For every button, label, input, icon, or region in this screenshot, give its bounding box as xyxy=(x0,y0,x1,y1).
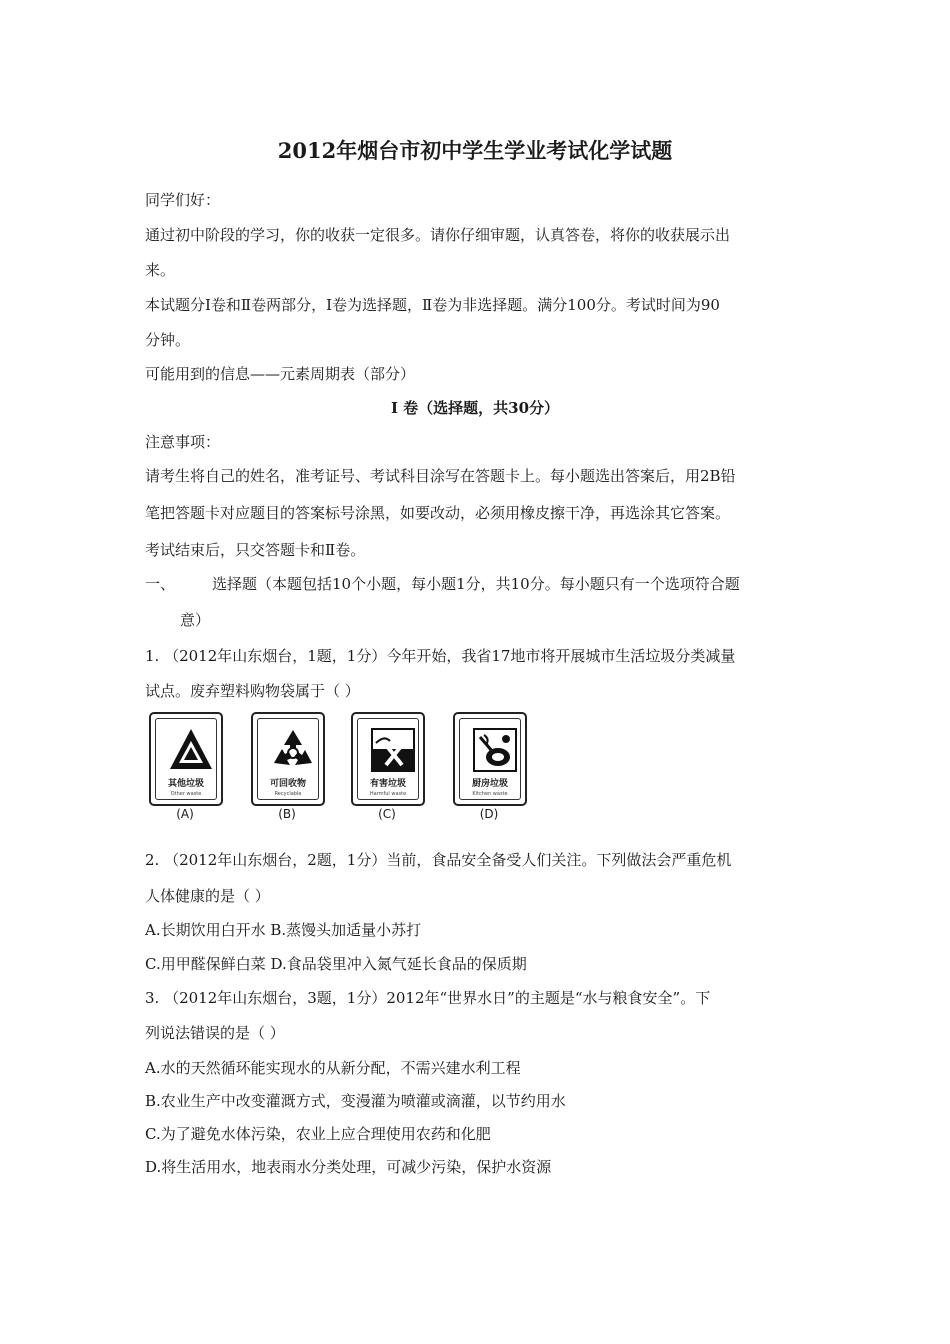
part-one-text-line2: 意） xyxy=(180,611,211,629)
notice-line1: 请考生将自己的姓名，准考证号、考试科目涂写在答题卡上。每小题选出答案后，用2B铅 xyxy=(145,467,736,485)
bin-name: 厨房垃圾 xyxy=(471,779,508,789)
question-2-options-line2: C.用甲醛保鲜白菜 D.食品袋里冲入氮气延长食品的保质期 xyxy=(145,955,527,973)
intro-paragraph-line2: 来。 xyxy=(145,261,176,279)
question-3-option-a: A.水的天然循环能实现水的从新分配，不需兴建水利工程 xyxy=(145,1059,521,1077)
question-3-line1: 3. （2012年山东烟台，3题，1分）2012年“世界水日”的主题是“水与粮食安全”。下 xyxy=(145,989,711,1007)
bin-option-label: (D) xyxy=(479,807,499,821)
question-3-option-d: D.将生活用水，地表雨水分类处理，可减少污染，保护水资源 xyxy=(145,1158,552,1176)
bin-name: 有害垃圾 xyxy=(369,779,406,789)
exam-info-line1: 本试题分Ⅰ卷和Ⅱ卷两部分，Ⅰ卷为选择题，Ⅱ卷为非选择题。满分100分。考试时间为90 xyxy=(145,296,720,314)
kitchen-waste-icon xyxy=(470,725,520,775)
bin-harmful-waste xyxy=(349,710,425,828)
notice-heading: 注意事项： xyxy=(145,433,221,451)
part-one-number: 一、 xyxy=(145,575,176,593)
bin-other-waste xyxy=(147,710,223,828)
page-title: 2012年烟台市初中学生学业考试化学试题 xyxy=(277,138,673,163)
bin-name: 可回收物 xyxy=(269,779,306,789)
part-one-text-line1: 选择题（本题包括10个小题，每小题1分，共10分。每小题只有一个选项符合题 xyxy=(212,575,740,593)
bin-english-name: Other waste xyxy=(170,791,202,797)
bin-option-label: (C) xyxy=(378,807,396,821)
question-3-line2: 列说法错误的是（ ） xyxy=(145,1024,285,1042)
question-3-option-b: B.农业生产中改变灌溉方式，变漫灌为喷灌或滴灌，以节约用水 xyxy=(145,1092,566,1110)
section-title: Ⅰ 卷（选择题，共30分） xyxy=(390,399,560,417)
question-1-line2: 试点。废弃塑料购物袋属于（ ） xyxy=(145,682,360,700)
periodic-table-note: 可能用到的信息——元素周期表（部分） xyxy=(145,365,416,383)
bin-option-label: (B) xyxy=(278,807,296,821)
bin-english-name: Harmful waste xyxy=(369,791,407,797)
bin-option-label: (A) xyxy=(176,807,194,821)
notice-line3: 考试结束后，只交答题卡和Ⅱ卷。 xyxy=(145,541,366,559)
question-1-line1: 1. （2012年山东烟台，1题，1分）今年开始，我省17地市将开展城市生活垃圾分类减量 xyxy=(145,647,736,665)
other-waste-icon xyxy=(166,725,216,775)
waste-bin-figure xyxy=(145,710,545,828)
question-3-option-c: C.为了避免水体污染，农业上应合理使用农药和化肥 xyxy=(145,1125,491,1143)
question-2-line2: 人体健康的是（ ） xyxy=(145,887,270,905)
greeting: 同学们好： xyxy=(145,191,221,209)
bin-recyclable xyxy=(249,710,325,828)
bin-english-name: Recyclable xyxy=(274,791,302,797)
bin-english-name: Kitchen waste xyxy=(472,791,508,797)
harmful-waste-icon xyxy=(368,725,418,775)
bin-name: 其他垃圾 xyxy=(167,779,204,789)
recycle-icon xyxy=(268,725,318,775)
question-2-line1: 2. （2012年山东烟台，2题，1分）当前，食品安全备受人们关注。下列做法会严重危机 xyxy=(145,851,732,869)
notice-line2: 笔把答题卡对应题目的答案标号涂黑，如要改动，必须用橡皮擦干净，再选涂其它答案。 xyxy=(145,504,731,522)
intro-paragraph-line1: 通过初中阶段的学习，你的收获一定很多。请你仔细审题，认真答卷，将你的收获展示出 xyxy=(145,226,731,244)
question-2-options-line1: A.长期饮用白开水 B.蒸馒头加适量小苏打 xyxy=(145,921,422,939)
exam-info-line2: 分钟。 xyxy=(145,331,191,349)
bin-kitchen-waste xyxy=(451,710,527,828)
